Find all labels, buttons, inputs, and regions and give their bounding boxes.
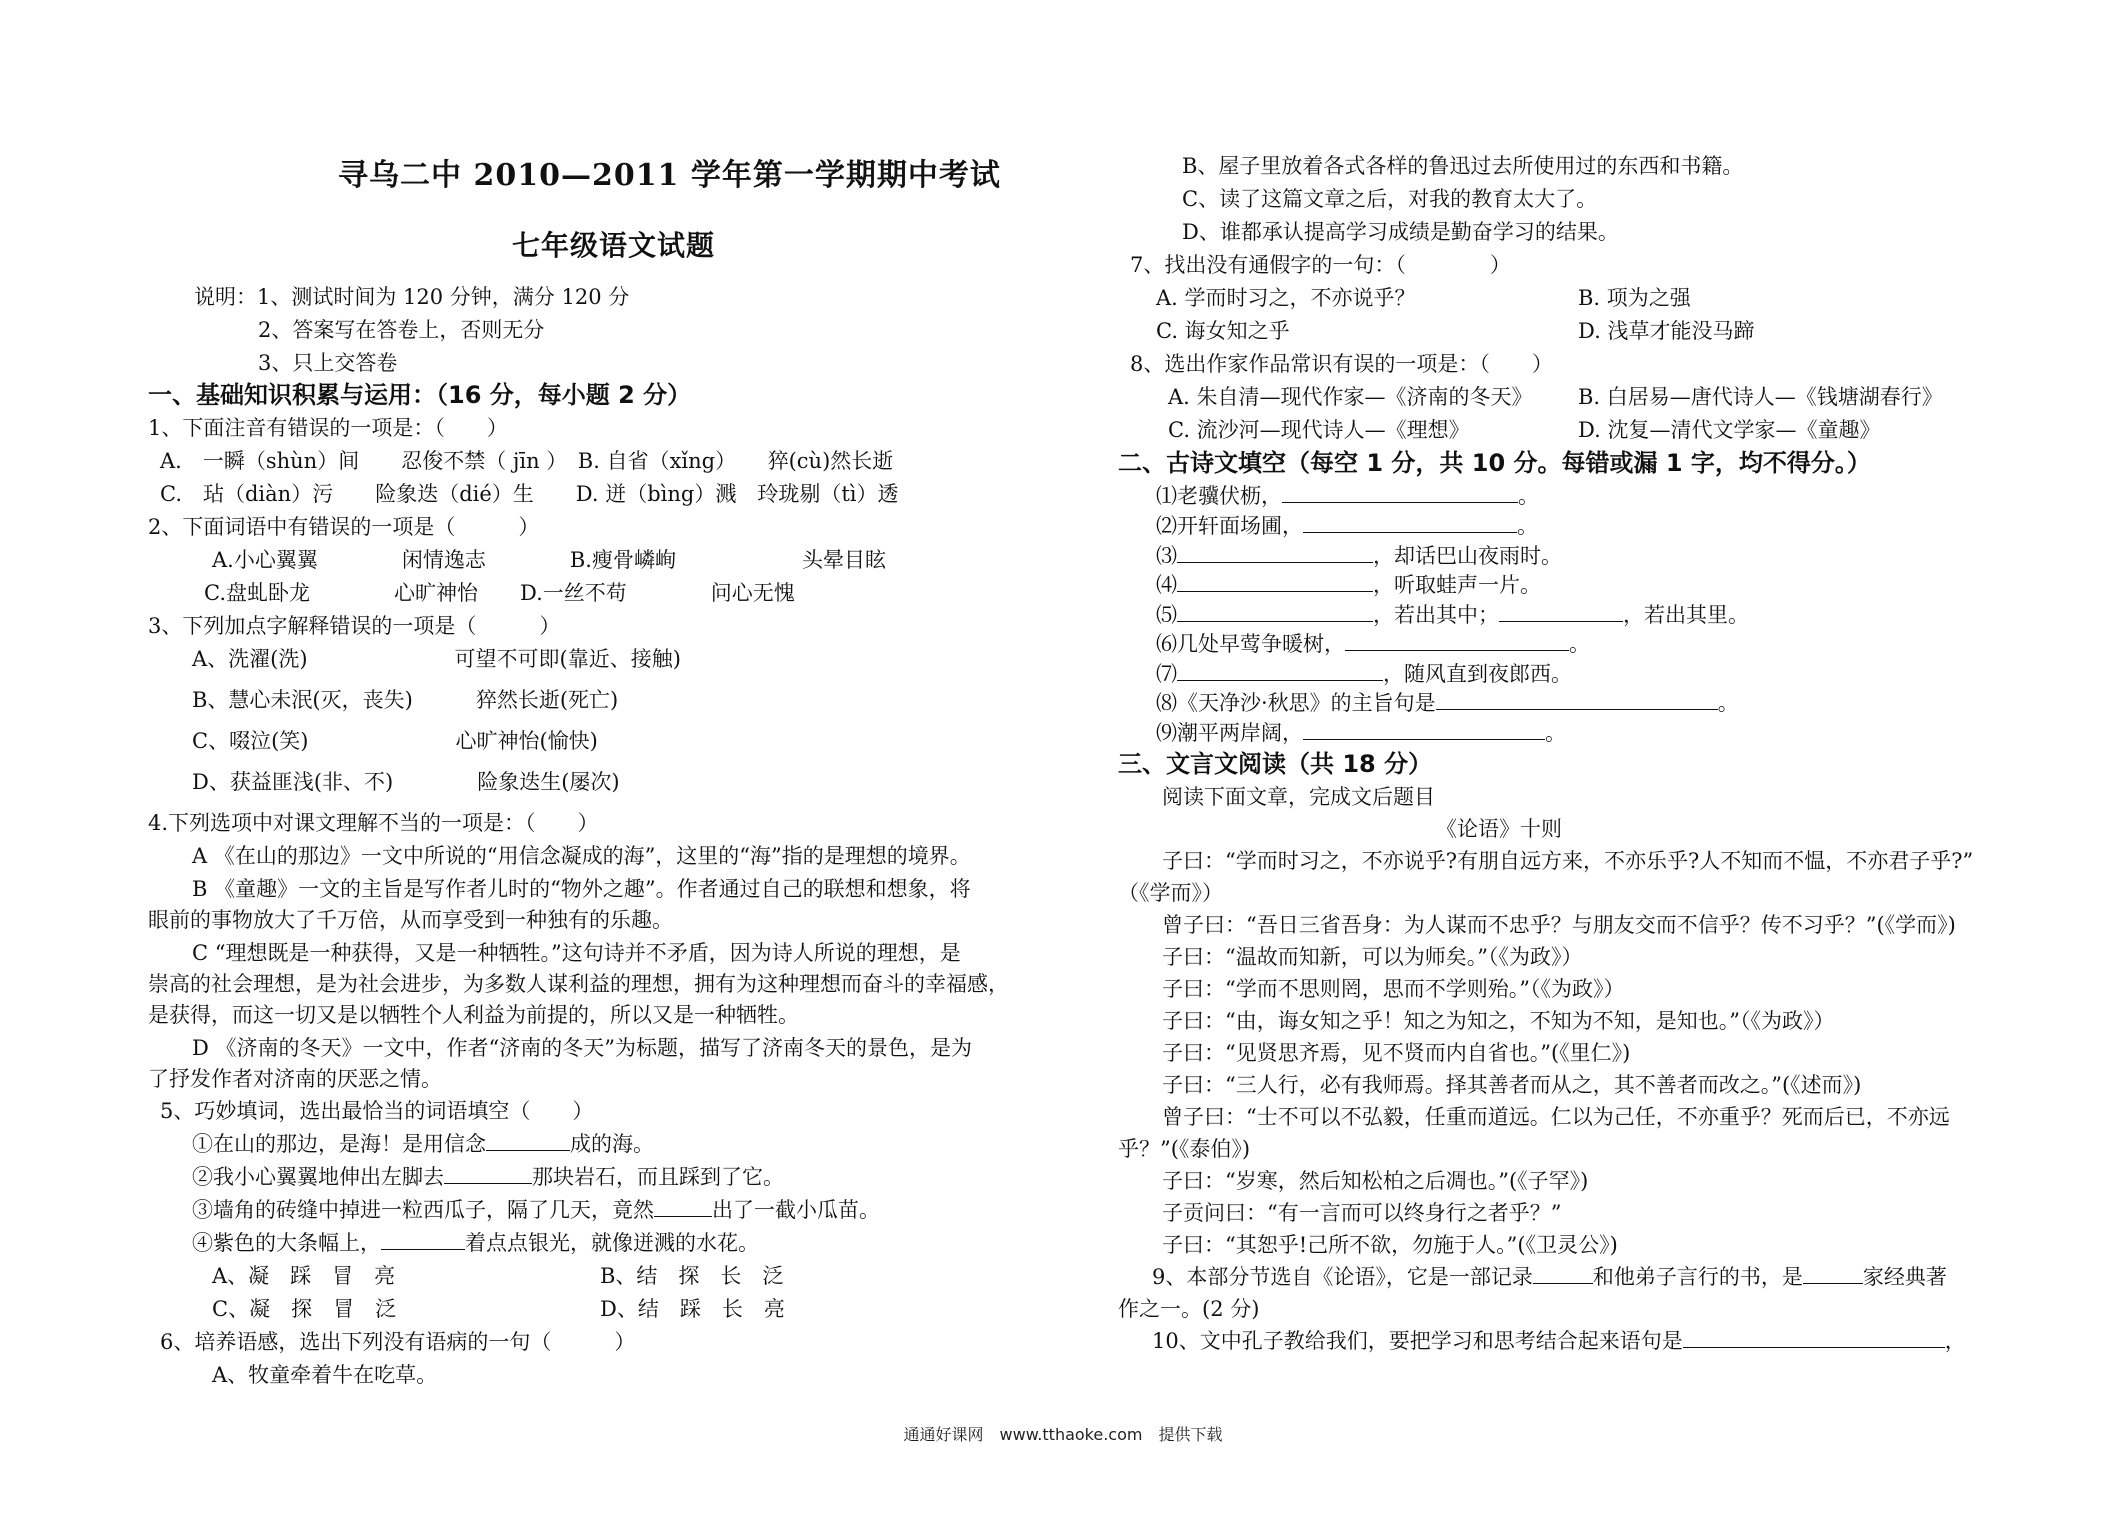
page-footer: 通通好课网 www.tthaoke.com 提供下载: [903, 1425, 1223, 1444]
poem-item-6: ⑹几处早莺争暖树， 。: [1156, 632, 1590, 656]
q7-option-d: D. 浅草才能没马蹄: [1578, 319, 1755, 343]
q3-option-b: B、慧心未泯(灭，丧失) 猝然长逝(死亡): [192, 688, 619, 712]
q5-sentence-3: ③墙角的砖缝中掉进一粒西瓜子，隔了几天，竟然 出了一截小瓜苗。: [192, 1198, 880, 1222]
exam-title: 寻乌二中 2010—2011 学年第一学期期中考试: [338, 158, 1001, 193]
q6-option-c: C、读了这篇文章之后，对我的教育太大了。: [1182, 187, 1598, 211]
q8-option-a: A. 朱自清—现代作家—《济南的冬天》: [1168, 385, 1533, 409]
q5-option-b: B、结 探 长 泛: [600, 1264, 784, 1288]
q7-option-a: A. 学而时习之，不亦说乎？: [1156, 286, 1416, 310]
q1-stem: 1、下面注音有错误的一项是：（ ）: [148, 416, 508, 440]
q6-option-b: B、屋子里放着各式各样的鲁迅过去所使用过的东西和书籍。: [1182, 154, 1744, 178]
q8-option-d: D. 沈复—清代文学家—《童趣》: [1578, 418, 1881, 442]
q3-option-a: A、洗濯(洗) 可望不可即(靠近、接触): [192, 647, 681, 671]
q5-sentence-1: ①在山的那边，是海！是用信念 成的海。: [192, 1132, 654, 1156]
q5-stem: 5、巧妙填词，选出最恰当的词语填空（ ）: [160, 1099, 594, 1123]
q4-option-b-line2: 眼前的事物放大了千万倍，从而享受到一种独有的乐趣。: [148, 908, 673, 932]
q10-line: 10、文中孔子教给我们，要把学习和思考结合起来语句是 ，: [1152, 1329, 1966, 1353]
poem-item-9: ⑼潮平两岸阔， 。: [1156, 721, 1566, 745]
q4-option-d-line2: 了抒发作者对济南的厌恶之情。: [148, 1067, 442, 1091]
q6-option-d: D、谁都承认提高学习成绩是勤奋学习的结果。: [1182, 220, 1619, 244]
answer-blank[interactable]: [1533, 1263, 1593, 1284]
q2-options-line1: A.小心翼翼 闲情逸志 B.瘦骨嶙峋 头晕目眩: [212, 548, 886, 572]
q9-line1: 9、本部分节选自《论语》，它是一部记录 和他弟子言行的书，是 家经典著: [1152, 1265, 1947, 1289]
analects-para-10: 子贡问曰：“有一言而可以终身行之者乎？”: [1162, 1201, 1562, 1225]
q7-stem: 7、找出没有通假字的一句：（ ）: [1130, 253, 1511, 277]
exam-subtitle: 七年级语文试题: [512, 229, 716, 262]
answer-blank[interactable]: [1803, 1263, 1863, 1284]
q2-stem: 2、下面词语中有错误的一项是（ ）: [148, 515, 540, 539]
analects-para-9: 子曰：“岁寒，然后知松柏之后凋也。”(《子罕》): [1162, 1169, 1589, 1193]
poem-item-2: ⑵开轩面场圃， 。: [1156, 514, 1538, 538]
q5-sentence-4: ④紫色的大条幅上， 着点点银光，就像迸溅的水花。: [192, 1231, 759, 1255]
q1-options-line1: A. 一瞬（shùn）间 忍俊不禁（ jīn ） B. 自省（xǐng） 猝(cù)然长逝: [160, 449, 894, 473]
answer-blank[interactable]: [1177, 571, 1373, 592]
q6-option-a: A、牧童牵着牛在吃草。: [212, 1363, 438, 1387]
answer-blank[interactable]: [1436, 689, 1718, 710]
q3-option-d: D、获益匪浅(非、不) 险象迭生(屡次): [192, 770, 620, 794]
q5-sentence-2: ②我小心翼翼地伸出左脚去 那块岩石，而且踩到了它。: [192, 1165, 784, 1189]
q8-option-c: C. 流沙河—现代诗人—《理想》: [1168, 418, 1470, 442]
answer-blank[interactable]: [444, 1163, 532, 1184]
analects-para-1: 子曰：“学而时习之，不亦说乎?有朋自远方来，不亦乐乎?人不知而不愠，不亦君子乎?”: [1162, 849, 1974, 873]
analects-para-2: 曾子曰：“吾日三省吾身：为人谋而不忠乎？与朋友交而不信乎？传不习乎？”(《学而》): [1162, 913, 1956, 937]
q6-stem: 6、培养语感，选出下列没有语病的一句（ ）: [160, 1330, 636, 1354]
instruction-3: 3、只上交答卷: [258, 351, 398, 375]
poem-item-3: ⑶ ，却话巴山夜雨时。: [1156, 544, 1562, 568]
answer-blank[interactable]: [654, 1196, 712, 1217]
instruction-1: 说明：1、测试时间为 120 分钟，满分 120 分: [194, 285, 630, 309]
answer-blank[interactable]: [1683, 1327, 1945, 1348]
q4-option-b-line1: B 《童趣》一文的主旨是写作者儿时的“物外之趣”。作者通过自己的联想和想象，将: [192, 877, 971, 901]
section3-heading: 三、文言文阅读（共 18 分）: [1118, 750, 1433, 778]
analects-para-1-source: （《学而》）: [1118, 881, 1223, 905]
analects-para-8-line1: 曾子曰：“士不可以不弘毅，任重而道远。仁以为己任，不亦重乎？死而后已，不亦远: [1162, 1105, 1950, 1129]
q3-stem: 3、下列加点字解释错误的一项是（ ）: [148, 614, 561, 638]
q4-option-d-line1: D 《济南的冬天》一文中，作者“济南的冬天”为标题，描写了济南冬天的景色，是为: [192, 1036, 972, 1060]
q5-option-a: A、凝 踩 冒 亮: [212, 1264, 396, 1288]
q7-option-c: C. 诲女知之乎: [1156, 319, 1290, 343]
poem-item-7: ⑺ ，随风直到夜郎西。: [1156, 662, 1572, 686]
answer-blank[interactable]: [1177, 542, 1373, 563]
q5-option-c: C、凝 探 冒 泛: [212, 1297, 397, 1321]
answer-blank[interactable]: [1345, 630, 1569, 651]
q4-stem: 4.下列选项中对课文理解不当的一项是：（ ）: [148, 811, 599, 835]
analects-para-7: 子曰：“三人行，必有我师焉。择其善者而从之，其不善者而改之。”(《述而》): [1162, 1073, 1862, 1097]
poem-item-8: ⑻《天净沙·秋思》的主旨句是 。: [1156, 691, 1739, 715]
instruction-2: 2、答案写在答卷上，否则无分: [258, 318, 545, 342]
section1-heading: 一、基础知识积累与运用：（16 分，每小题 2 分）: [148, 381, 692, 409]
analects-para-11: 子曰：“其恕乎!己所不欲，勿施于人。”(《卫灵公》): [1162, 1233, 1618, 1257]
reading-intro: 阅读下面文章，完成文后题目: [1162, 785, 1435, 809]
q9-line2: 作之一。(2 分): [1118, 1297, 1260, 1321]
answer-blank[interactable]: [1499, 601, 1623, 622]
q3-option-c: C、啜泣(笑) 心旷神怡(愉快): [192, 729, 598, 753]
analects-para-4: 子曰：“学而不思则罔，思而不学则殆。”（《为政》）: [1162, 977, 1625, 1001]
q4-option-c-line1: C “理想既是一种获得，又是一种牺牲。”这句诗并不矛盾，因为诗人所说的理想，是: [192, 941, 961, 965]
poem-item-5: ⑸ ，若出其中； ，若出其里。: [1156, 603, 1749, 627]
answer-blank[interactable]: [1177, 660, 1383, 681]
poem-item-1: ⑴老骥伏枥， 。: [1156, 484, 1539, 508]
q4-option-c-line3: 是获得，而这一切又是以牺牲个人利益为前提的，所以又是一种牺牲。: [148, 1003, 799, 1027]
answer-blank[interactable]: [1303, 719, 1545, 740]
answer-blank[interactable]: [1282, 482, 1518, 503]
analects-para-6: 子曰：“见贤思齐焉，见不贤而内自省也。”(《里仁》): [1162, 1041, 1631, 1065]
answer-blank[interactable]: [1303, 512, 1517, 533]
q4-option-c-line2: 崇高的社会理想，是为社会进步，为多数人谋利益的理想，拥有为这种理想而奋斗的幸福感，: [148, 972, 1009, 996]
analects-para-5: 子曰：“由，诲女知之乎！知之为知之，不知为不知，是知也。”（《为政》）: [1162, 1009, 1835, 1033]
q2-options-line2: C.盘虬卧龙 心旷神怡 D.一丝不苟 问心无愧: [204, 581, 795, 605]
q8-option-b: B. 白居易—唐代诗人—《钱塘湖春行》: [1578, 385, 1943, 409]
q8-stem: 8、选出作家作品常识有误的一项是：（ ）: [1130, 352, 1553, 376]
q4-option-a: A 《在山的那边》一文中所说的“用信念凝成的海”，这里的“海”指的是理想的境界。: [192, 844, 971, 868]
section2-heading: 二、古诗文填空（每空 1 分，共 10 分。每错或漏 1 字，均不得分。）: [1118, 449, 1871, 477]
q5-option-d: D、结 踩 长 亮: [600, 1297, 785, 1321]
answer-blank[interactable]: [381, 1229, 465, 1250]
reading-title: 《论语》十则: [1436, 817, 1562, 841]
q7-option-b: B. 项为之强: [1578, 286, 1691, 310]
analects-para-8-line2: 乎？”(《泰伯》): [1118, 1137, 1251, 1161]
answer-blank[interactable]: [1177, 601, 1373, 622]
answer-blank[interactable]: [486, 1130, 570, 1151]
q1-options-line2: C. 玷（diàn）污 险象迭（dié）生 D. 迸（bìng）溅 玲珑剔（tì）透: [160, 482, 899, 506]
analects-para-3: 子曰：“温故而知新，可以为师矣。”（《为政》）: [1162, 945, 1583, 969]
poem-item-4: ⑷ ，听取蛙声一片。: [1156, 573, 1541, 597]
